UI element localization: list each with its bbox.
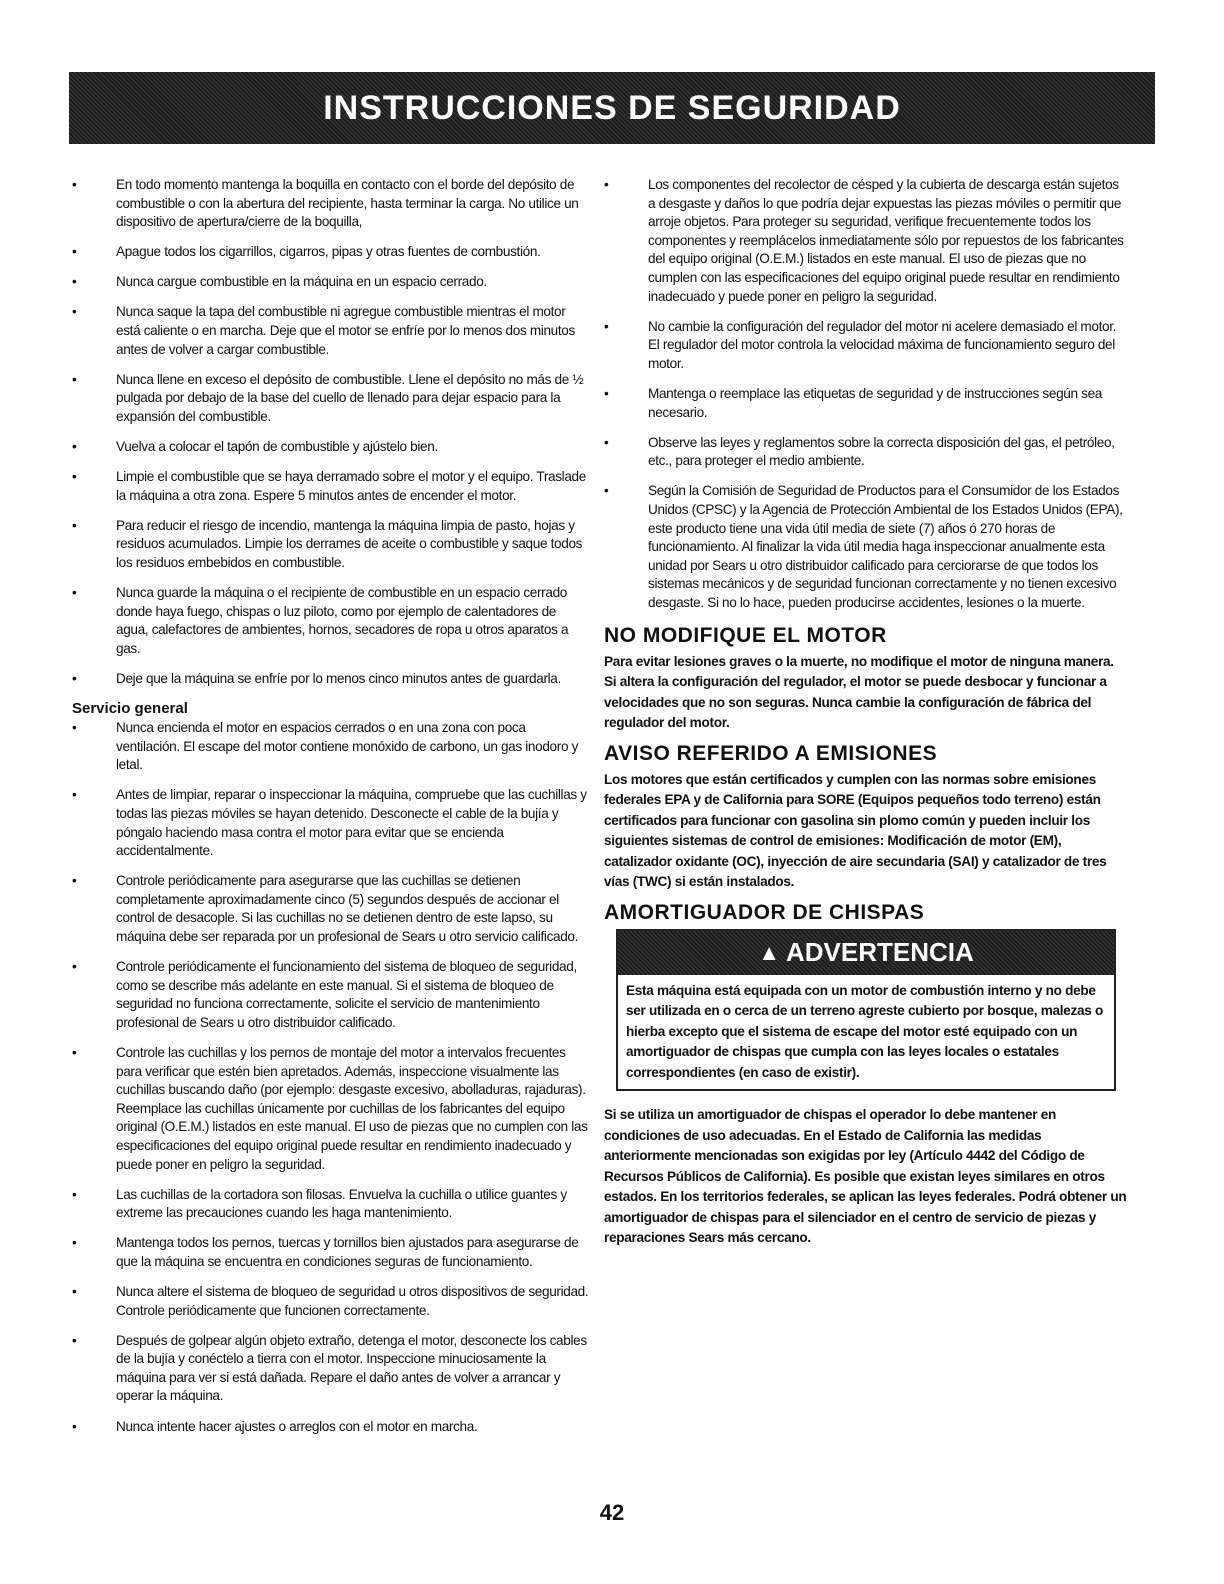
bullet-icon: • <box>604 385 609 401</box>
bullet-icon: • <box>72 304 77 320</box>
bullet-icon: • <box>72 720 77 736</box>
spark-arrester-text: Si se utiliza un amortiguador de chispas el operador lo debe mantener en condiciones de uso adecuadas. En el Estado de California las medidas anteriormente mencionadas son exigidas por ley (Artículo 4442 del Código de Recursos Públicos de California). Es posible que existan leyes similares en otros estados. En los territorios federales, se aplican las leyes federales. Podrá obtener un amortiguador de chispas para el silenciador en el centro de servicio de piezas y reparaciones Sears más cercano. <box>604 1107 1127 1246</box>
list-item: • Controle periódicamente para asegurarse que las cuchillas se detienen completamente aproximadamente cinco (5) segundos después de accionar el control de desacople. Si las cuchillas no se detienen dentro de este lapso, su máquina debe ser reparada por un profesional de Sears u otro servicio calificado. <box>72 873 579 944</box>
bullet-icon: • <box>72 585 77 601</box>
header-banner <box>69 72 1155 144</box>
bullet-icon: • <box>72 177 77 192</box>
list-item: • Mantenga todos los pernos, tuercas y tornillos bien ajustados para asegurarse de que la máquina se encuentra en condiciones seguras de funcionamiento. <box>72 1235 579 1269</box>
bullet-icon: • <box>72 670 77 686</box>
list-item: • Limpie el combustible que se haya derramado sobre el motor y el equipo. Traslade la máquina a otra zona. Espere 5 minutos antes de encender el motor. <box>72 469 586 503</box>
list-item: • Antes de limpiar, reparar o inspeccionar la máquina, compruebe que las cuchillas y todas las piezas móviles se hayan detenido. Desconecte el cable de la bujía y póngalo haciendo masa contra el motor para evitar que se encienda accidentalmente. <box>72 787 587 859</box>
list-item: • Las cuchillas de la cortadora son filosas. Envuelva la cuchilla o utilice guantes y extreme las precauciones cuando les haga mantenimiento. <box>72 1186 567 1221</box>
service-list <box>72 719 590 1436</box>
list-item: • Nunca saque la tapa del combustible ni agregue combustible mientras el motor está caliente o en marcha. Deje que el motor se enfríe por lo menos dos minutos antes de volver a cargar combustible. <box>72 304 575 357</box>
list-item: • Nunca llene en exceso el depósito de combustible. Llene el depósito no más de ½ pulgada por debajo de la base del cuello de llenado para dejar espacio para la expansión del combustible. <box>72 371 584 424</box>
bullet-icon: • <box>72 469 77 485</box>
list-item: • Apague todos los cigarrillos, cigarros, pipas y otras fuentes de combustión. <box>72 243 590 262</box>
motor-text: Para evitar lesiones graves o la muerte, no modifique el motor de ninguna manera. Si altera la configuración del regulador, el motor se puede desbocar y funcionar a velocidades que no son seguras. Nunca cambie la configuración de fábrica del regulador del motor. <box>604 653 1114 731</box>
list-item: • Controle las cuchillas y los pernos de montaje del motor a intervalos frecuentes para verificar que estén bien apretados. Además, inspeccione visualmente las cuchillas buscando daño (por ejemplo: desgaste excesivo, abolladuras, rajaduras). Reemplace las cuchillas únicamente por cuchillas de los fabricantes del equipo original (O.E.M.) listados en este manual. El uso de piezas que no cumplen con las especificaciones del equipo original puede resultar en rendimiento inadecuado y puede poner en peligro la seguridad. <box>72 1044 588 1172</box>
right-column <box>604 176 1128 1257</box>
bullet-icon: • <box>72 1044 77 1060</box>
bullet-icon: • <box>604 483 609 499</box>
bullet-icon: • <box>72 1284 77 1299</box>
bullet-icon: • <box>72 371 77 387</box>
bullet-icon: • <box>604 177 609 192</box>
bullet-icon: • <box>72 787 77 803</box>
list-item: • Los componentes del recolector de césped y la cubierta de descarga están sujetos a desgaste y daños lo que podría dejar expuestas las piezas móviles o permitir que arroje objetos. Para proteger su seguridad, verifique frecuentemente todos los componentes y reemplácelos inmediatamente sólo por repuestos de los fabricantes del equipo original (O.E.M.) listados en este manual. El uso de piezas que no cumplen con las especificaciones del equipo original puede resultar en rendimiento inadecuado y puede poner en peligro la seguridad. <box>604 177 1124 304</box>
list-item: • No cambie la configuración del regulador del motor ni acelere demasiado el motor. El regulador del motor controla la velocidad máxima de funcionamiento seguro del motor. <box>604 318 1117 371</box>
spark-arrester-heading: AMORTIGUADOR DE CHISPAS <box>604 900 925 924</box>
warning-header <box>618 931 1114 975</box>
bullet-icon: • <box>72 517 77 533</box>
motor-heading: NO MODIFIQUE EL MOTOR <box>604 623 887 647</box>
bullet-icon: • <box>72 1186 77 1202</box>
list-item: • Controle periódicamente el funcionamiento del sistema de bloqueo de seguridad, como se describe más adelante en este manual. Si el sistema de bloqueo de seguridad no funciona correctamente, solicite el servicio de mantenimiento profesional de Sears u otro distribuidor calificado. <box>72 959 577 1030</box>
list-item: • Vuelva a colocar el tapón de combustible y ajústelo bien. <box>72 438 590 457</box>
list-item: • Nunca cargue combustible en la máquina en un espacio cerrado. <box>72 273 590 292</box>
left-column <box>72 176 590 1448</box>
emissions-text: Los motores que están certificados y cumplen con las normas sobre emisiones federales EPA y de California para SORE (Equipos pequeños todo terreno) están certificados para funcionar con gasolina sin plomo común y pueden incluir los siguientes sistemas de control de emisiones: Modificación de motor (EM), catalizador oxidante (OC), inyección de aire secundaria (SAI) y catalizador de tres vías (TWC) si están instalados. <box>604 771 1107 890</box>
service-heading: Servicio general <box>72 700 188 718</box>
page-title: INSTRUCCIONES DE SEGURIDAD <box>323 88 901 127</box>
warning-box <box>616 929 1116 1092</box>
list-item: • En todo momento mantenga la boquilla en contacto con el borde del depósito de combustible o con la abertura del recipiente, hasta terminar la carga. No utilice un dispositivo de apertura/cierre de la boquilla, <box>72 177 579 230</box>
bullet-icon: • <box>72 274 77 290</box>
list-item: • Nunca guarde la máquina o el recipiente de combustible en un espacio cerrado donde haya fuego, chispas o luz piloto, como por ejemplo de calentadores de agua, calefactores de ambientes, hornos, secadores de ropa u otros aparatos a gas. <box>72 585 569 656</box>
list-item: • Nunca encienda el motor en espacios cerrados o en una zona con poca ventilación. El escape del motor contiene monóxido de carbono, un gas inodoro y letal. <box>72 720 579 773</box>
bullet-icon: • <box>72 873 77 889</box>
list-item: • Según la Comisión de Seguridad de Productos para el Consumidor de los Estados Unidos (CPSC) y la Agencia de Protección Ambiental de los Estados Unidos (EPA), este producto tiene una vida útil media de siete (7) años ó 270 horas de funcionamiento. Al finalizar la vida útil media haga inspeccionar anualmente esta unidad por Sears u otro distribuidor calificado para cerciorarse de que todos los sistemas mecánicos y de seguridad funcionan correctamente y no tienen excesivo desgaste. Si no lo hace, pueden producirse accidentes, lesiones o la muerte. <box>604 483 1123 610</box>
list-item: • Observe las leyes y reglamentos sobre la correcta disposición del gas, el petróleo, etc., para proteger el medio ambiente. <box>604 434 1115 469</box>
bullet-icon: • <box>72 1418 77 1434</box>
emissions-heading: AVISO REFERIDO A EMISIONES <box>604 741 938 765</box>
list-item: • Nunca altere el sistema de bloqueo de seguridad u otros dispositivos de seguridad. Controle periódicamente que funcionen correctamente. <box>72 1284 589 1318</box>
bullet-icon: • <box>72 959 77 975</box>
bullet-icon: • <box>72 1332 77 1348</box>
list-item: • Después de golpear algún objeto extraño, detenga el motor, desconecte los cables de la bujía y conéctelo a tierra con el motor. Inspeccione minuciosamente la máquina para ver si está dañada. Repare el daño antes de volver a arrancar y operar la máquina. <box>72 1332 587 1404</box>
bullet-icon: • <box>72 1235 77 1251</box>
page-number: 42 <box>599 1500 625 1525</box>
list-item: • Deje que la máquina se enfríe por lo menos cinco minutos antes de guardarla. <box>72 670 590 689</box>
bullet-icon: • <box>604 318 609 334</box>
bullet-icon: • <box>604 434 609 450</box>
fuel-safety-list <box>72 176 590 689</box>
general-safety-list <box>604 176 1128 612</box>
bullet-icon: • <box>72 439 77 455</box>
list-item: • Nunca intente hacer ajustes o arreglos con el motor en marcha. <box>72 1418 590 1437</box>
list-item: • Mantenga o reemplace las etiquetas de seguridad y de instrucciones según sea necesario. <box>604 385 1103 420</box>
warning-text: Esta máquina está equipada con un motor de combustión interno y no debe ser utilizada en o cerca de un terreno agreste cubierto por bosque, malezas o hierba excepto que el sistema de escape del motor esté equipado con un amortiguador de chispas que cumpla con las leyes locales o estatales correspondientes (en caso de existir). <box>626 982 1103 1080</box>
warning-triangle-icon: ▲ <box>758 939 780 965</box>
list-item: • Para reducir el riesgo de incendio, mantenga la máquina limpia de pasto, hojas y residuos acumulados. Limpie los derrames de aceite o combustible y saque todos los residuos embebidos en combustible. <box>72 517 583 570</box>
bullet-icon: • <box>72 244 77 260</box>
warning-title: ADVERTENCIA <box>785 937 974 968</box>
